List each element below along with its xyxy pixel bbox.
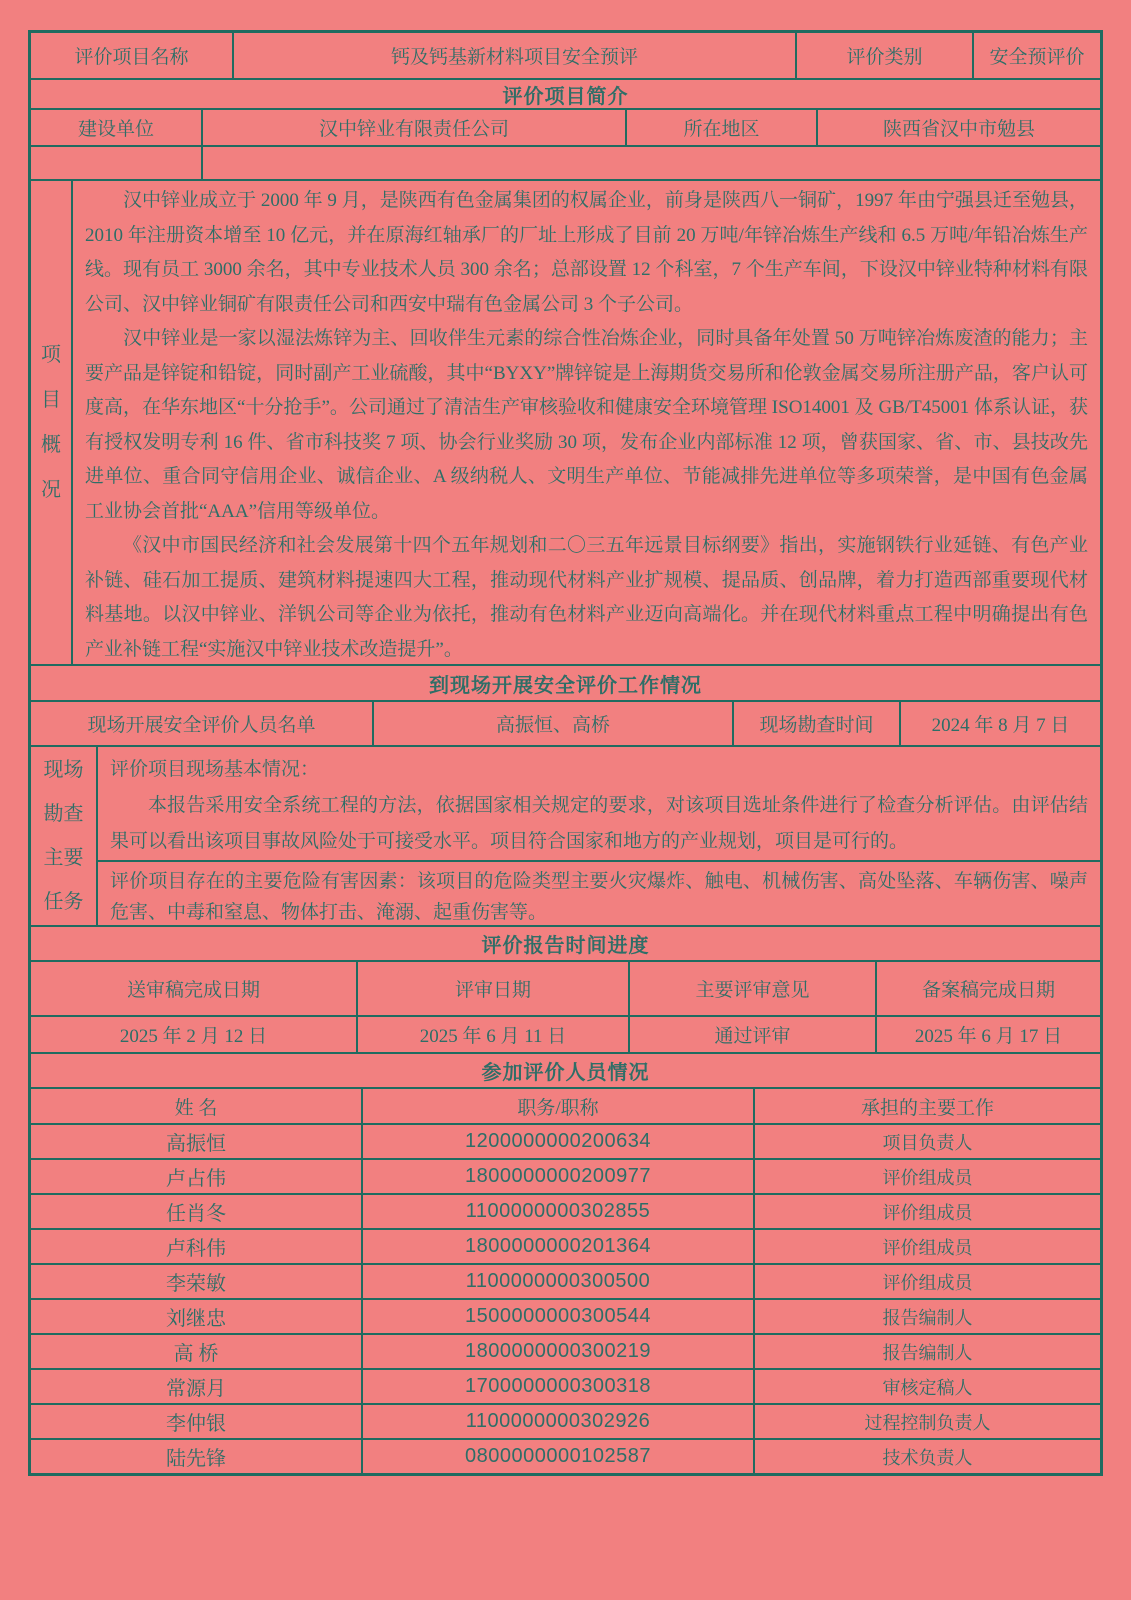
schedule-header-review-opinion: 主要评审意见 bbox=[628, 962, 875, 1015]
schedule-section-title: 评价报告时间进度 bbox=[481, 935, 650, 957]
table-row bbox=[31, 1228, 1100, 1263]
site-basic-body: 本报告采用安全系统工程的方法，依据国家相关规定的要求，对该项目选址条件进行了检查分析评估。由评估结果可以看出该项目事故风险处于可接受水平。项目符合国家和地方的产业规划，项目是可行的。 bbox=[110, 795, 1088, 852]
participant-credential: 1800000000201364 bbox=[361, 1230, 753, 1263]
overview-paragraph-1: 汉中锌业成立于 2000 年 9 月，是陕西有色金属集团的权属企业，前身是陕西八一铜矿，1997 年由宁强县迁至勉县，2010 年注册资本增至 10 亿元，并在原海红轴承厂的厂址上形成了目前 20 万吨/年锌冶炼生产线和 6.5 万吨/年铅冶炼生产线。现有员工 3000 余名，其中专业技术人员 300 余名；总部设置 12 个科室，7 个生产车间，下设汉中锌业特种材料有限公司、汉中锌业铜矿有限责任公司和西安中瑞有色金属公司 3 个子公司。 bbox=[85, 190, 1088, 315]
participant-name: 任肖冬 bbox=[166, 1203, 226, 1225]
schedule-header-row bbox=[31, 960, 1100, 1015]
table-row bbox=[31, 1263, 1100, 1298]
schedule-review-opinion: 通过评审 bbox=[628, 1017, 875, 1052]
participant-role: 报告编制人 bbox=[753, 1300, 1100, 1333]
participant-credential: 1100000000302926 bbox=[361, 1405, 753, 1438]
participants-section-title: 参加评价人员情况 bbox=[481, 1062, 650, 1084]
table-row bbox=[31, 1123, 1100, 1158]
participant-credential: 1800000000200977 bbox=[361, 1160, 753, 1193]
schedule-record-date: 2025 年 6 月 17 日 bbox=[875, 1017, 1100, 1052]
participant-role: 报告编制人 bbox=[753, 1335, 1100, 1368]
survey-time-value: 2024 年 8 月 7 日 bbox=[899, 702, 1100, 745]
participant-name: 陆先锋 bbox=[166, 1448, 226, 1470]
schedule-header-review-date: 评审日期 bbox=[356, 962, 628, 1015]
participant-name: 卢科伟 bbox=[166, 1238, 226, 1260]
survey-tasks-row bbox=[31, 745, 1100, 925]
staff-list-value: 高振恒、高桥 bbox=[372, 702, 732, 745]
schedule-review-date: 2025 年 6 月 11 日 bbox=[356, 1017, 628, 1052]
intro-section-title: 评价项目简介 bbox=[502, 85, 629, 108]
site-basic-situation bbox=[98, 747, 1100, 860]
category-value: 安全预评价 bbox=[972, 33, 1100, 78]
participant-role: 审核定稿人 bbox=[753, 1370, 1100, 1403]
participant-name: 卢占伟 bbox=[166, 1168, 226, 1190]
participant-role: 评价组成员 bbox=[753, 1195, 1100, 1228]
overview-paragraph-3: 《汉中市国民经济和社会发展第十四个五年规划和二〇三五年远景目标纲要》指出，实施钢铁行业延链、有色产业补链、硅石加工提质、建筑材料提速四大工程，推动现代材料产业扩规模、提品质、创品牌，着力打造西部重要现代材料基地。以汉中锌业、洋钒公司等企业为依托，推动有色材料产业迈向高端化。并在现代材料重点工程中明确提出有色产业补链工程“实施汉中锌业技术改造提升”。 bbox=[85, 535, 1088, 660]
participant-credential: 0800000000102587 bbox=[361, 1440, 753, 1473]
hazard-factors: 评价项目存在的主要危险有害因素：该项目的危险类型主要火灾爆炸、触电、机械伤害、高处坠落、车辆伤害、噪声危害、中毒和窒息、物体打击、淹溺、起重伤害等。 bbox=[98, 860, 1100, 925]
participants-header-name: 姓 名 bbox=[174, 1097, 218, 1119]
survey-time-label: 现场勘查时间 bbox=[732, 702, 899, 745]
site-work-section-title: 到现场开展安全评价工作情况 bbox=[429, 674, 702, 697]
site-basic-title: 评价项目现场基本情况： bbox=[110, 759, 320, 780]
builder-value: 汉中锌业有限责任公司 bbox=[201, 110, 625, 145]
table-row bbox=[31, 1158, 1100, 1193]
participant-name: 高振恒 bbox=[166, 1133, 226, 1155]
region-value: 陕西省汉中市勉县 bbox=[816, 110, 1100, 145]
schedule-header-submission: 送审稿完成日期 bbox=[126, 980, 260, 1001]
participant-role: 技术负责人 bbox=[753, 1440, 1100, 1473]
survey-tasks-content bbox=[96, 747, 1100, 925]
overview-paragraph-2: 汉中锌业是一家以湿法炼锌为主、回收伴生元素的综合性冶炼企业，同时具备年处置 50 万吨锌冶炼废渣的能力；主要产品是锌锭和铅锭，同时副产工业硫酸，其中“BYXY”牌锌锭是上海期货交易所和伦敦金属交易所注册产品，客户认可度高，在华东地区“十分抢手”。公司通过了清洁生产审核验收和健康安全环境管理 ISO14001 及 GB/T45001 体系认证，获有授权发明专利 16 件、省市科技奖 7 项、协会行业奖励 30 项，发布企业内部标准 12 项，曾获国家、省、市、县技改先进单位、重合同守信用企业、诚信企业、A 级纳税人、文明生产单位、节能减排先进单位等多项荣誉，是中国有色金属工业协会首批“AAA”信用等级单位。 bbox=[85, 328, 1088, 522]
participant-role: 过程控制负责人 bbox=[753, 1405, 1100, 1438]
intro-section-row bbox=[31, 78, 1100, 108]
builder-label: 建设单位 bbox=[77, 119, 154, 140]
site-work-section-row bbox=[31, 664, 1100, 700]
participant-credential: 1100000000302855 bbox=[361, 1195, 753, 1228]
participant-credential: 1100000000300500 bbox=[361, 1265, 753, 1298]
participants-section-row bbox=[31, 1052, 1100, 1087]
schedule-submission-date: 2025 年 2 月 12 日 bbox=[119, 1026, 268, 1047]
participant-name: 高 桥 bbox=[173, 1343, 219, 1365]
empty-cell-left bbox=[31, 147, 201, 179]
participant-credential: 1800000000300219 bbox=[361, 1335, 753, 1368]
table-row bbox=[31, 1438, 1100, 1473]
survey-tasks-vertical-label: 现场 勘查 主要 任务 bbox=[43, 759, 84, 913]
table-row bbox=[31, 1403, 1100, 1438]
participants-header-row bbox=[31, 1087, 1100, 1123]
schedule-section-row bbox=[31, 925, 1100, 960]
site-staff-row bbox=[31, 700, 1100, 745]
table-row bbox=[31, 1298, 1100, 1333]
schedule-header-record-date: 备案稿完成日期 bbox=[875, 962, 1100, 1015]
participants-header-work: 承担的主要工作 bbox=[753, 1089, 1100, 1123]
empty-cell-right bbox=[201, 147, 1100, 179]
table-row bbox=[31, 1333, 1100, 1368]
participant-name: 李仲银 bbox=[166, 1413, 226, 1435]
empty-row bbox=[31, 145, 1100, 179]
builder-row bbox=[31, 108, 1100, 145]
category-label: 评价类别 bbox=[795, 33, 972, 78]
region-label: 所在地区 bbox=[625, 110, 816, 145]
table-row bbox=[31, 1193, 1100, 1228]
table-row bbox=[31, 1368, 1100, 1403]
safety-evaluation-form bbox=[28, 30, 1103, 1476]
participant-role: 项目负责人 bbox=[753, 1125, 1100, 1158]
project-name-value: 钙及钙基新材料项目安全预评 bbox=[232, 33, 795, 78]
participant-name: 刘继忠 bbox=[166, 1308, 226, 1330]
overview-row bbox=[31, 179, 1100, 664]
project-name-label: 评价项目名称 bbox=[74, 47, 189, 68]
participant-name: 常源月 bbox=[166, 1378, 226, 1400]
overview-vertical-label: 项 目 概 况 bbox=[41, 343, 61, 501]
participants-header-title: 职务/职称 bbox=[361, 1089, 753, 1123]
participant-credential: 1200000000200634 bbox=[361, 1125, 753, 1158]
participant-credential: 1500000000300544 bbox=[361, 1300, 753, 1333]
staff-list-label: 现场开展安全评价人员名单 bbox=[87, 715, 316, 736]
participant-role: 评价组成员 bbox=[753, 1265, 1100, 1298]
participant-credential: 1700000000300318 bbox=[361, 1370, 753, 1403]
participant-name: 李荣敏 bbox=[166, 1273, 226, 1295]
schedule-values-row bbox=[31, 1015, 1100, 1052]
participant-role: 评价组成员 bbox=[753, 1160, 1100, 1193]
participant-role: 评价组成员 bbox=[753, 1230, 1100, 1263]
overview-text bbox=[71, 181, 1100, 664]
title-row bbox=[31, 33, 1100, 78]
